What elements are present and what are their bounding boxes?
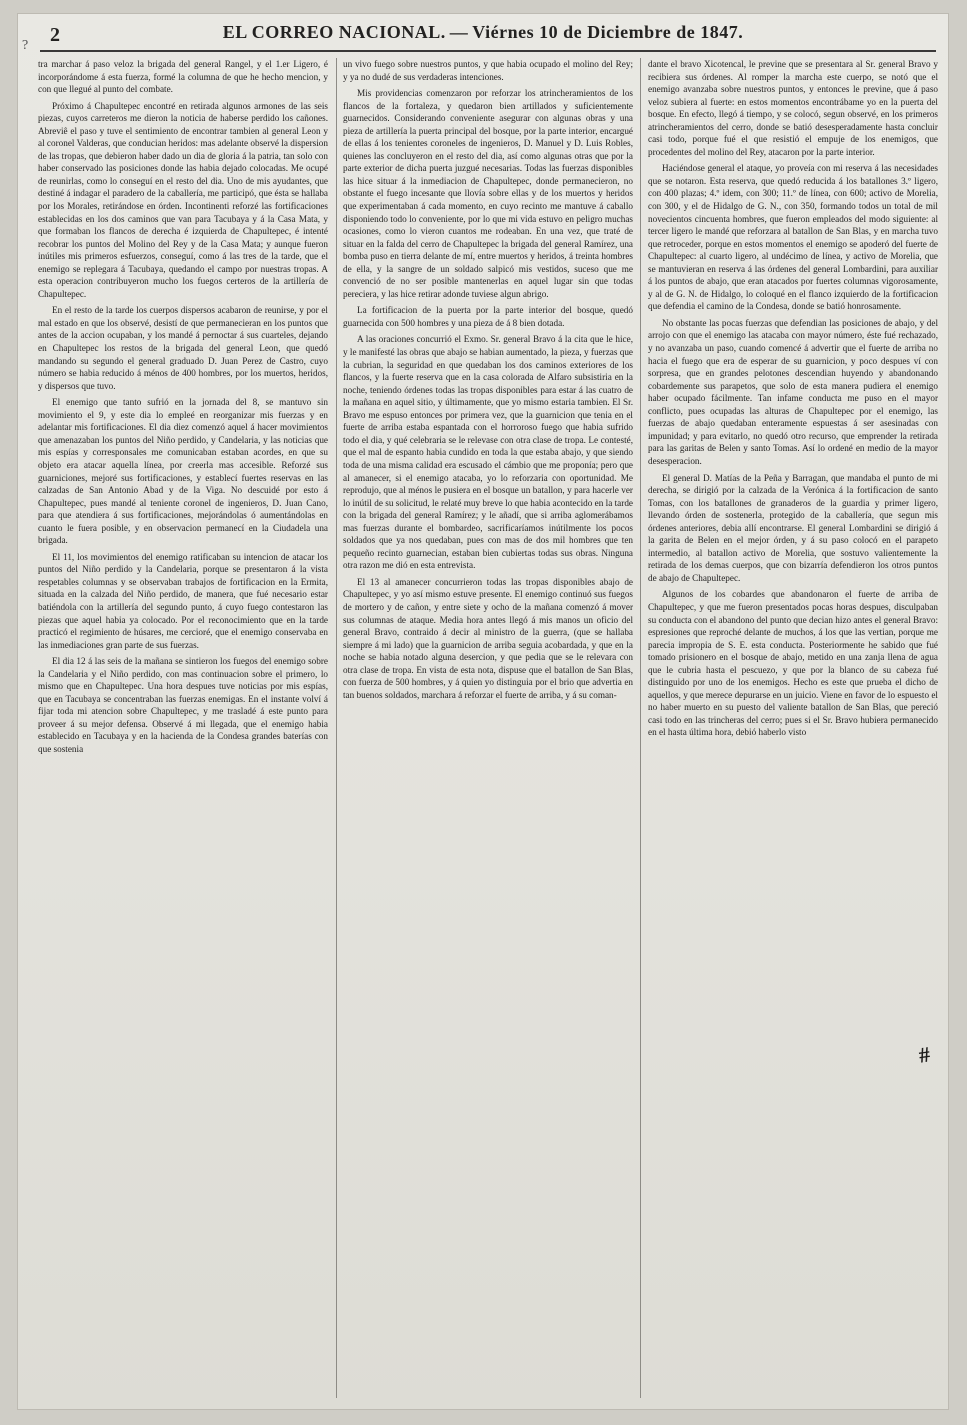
paragraph: tra marchar á paso veloz la brigada del general Rangel, y el 1.er Ligero, é incorporándome á esta fuerza, formé la columna de que he hecho mencion, y con que llegué al punto del combate.: [38, 59, 328, 95]
margin-question-mark: ?: [22, 38, 29, 53]
paragraph: El 13 al amanecer concurrieron todas las tropas disponibles abajo de Chapultepec, y yo así mismo estuve presente. El enemigo continuó sus fuegos de mortero y de cañon, y entre siete y ocho de la mañana comenzó á mover sus columnas de ataque. Media hora antes llegó á mis manos un oficio del general Bravo, contraido á decir al ministro de la guerra, (que se hallaba siempre á mi lado) que la guarnicion de arriba seguia acobardada, y que en la noche se habia notado alguna desercion, y que pedia que se le relevara con otra clase de tropa. En vista de esta nota, dispuse que el batallon de San Blas, con fuerza de 500 hombres, y á quien yo distinguia por el brio que advertia en tan buenos soldados, marchara á reforzar el fuerte de arriba, y á su coman-: [343, 576, 633, 700]
article-columns: [38, 58, 938, 1398]
paragraph: El dia 12 á las seis de la mañana se sintieron los fuegos del enemigo sobre la Candelaria y el Niño perdido, con mas continuacion sobre el primero, lo mismo que en Chapultepec. Una hora despues tuve noticias por mis espías, que en Tacubaya se concentraban las fuerzas enemigas. En el instante volví á fijar toda mi atencion sobre Chapultepec, y me trasladé á este punto para proveer á su mejor defensa. Observé á mi llegada, que el enemigo habia establecido en Tacubaya y en la hacienda de la Condesa grandes baterías con que sostenia: [38, 656, 328, 754]
paragraph: El general D. Matías de la Peña y Barragan, que mandaba el punto de mi derecha, se dirigió por la calzada de la Verónica á la fortificacion de santo Tomas, con los batallones de granaderos de la guardia y primer ligero, llevando órden de sostenerla, protegido de la caballería, que segun mis órdenes anteriores, debia allí encontrarse. El general Lombardini se dirigió á la garita de Belen en el mejor órden, y á su paso colocó en el parapeto intermedio, al batallon activo de Morelia, que sostuvo valientemente la retirada de los demas cuerpos, que con bizarría defendieron los otros puntos de abajo de Chapultepec.: [648, 472, 938, 583]
paragraph: Algunos de los cobardes que abandonaron el fuerte de arriba de Chapultepec, y que me fueron presentados pocas horas despues, disculpaban su conducta con el abandono del punto que decian hizo antes el general Bravo: espresiones que reproché delante de muchos, á los que las vertian, porque me parecia impropia de S. E. esta conducta. Posteriormente he sabido que fué tomado prisionero en el bosque de abajo, metido en una zanja llena de agua que le cubria hasta el pescuezo, y que por la blanco de su cabeza fué distinguido por uno de los enemigos. Hecho es este que prueba el dicho de aquellos, y que merece depurarse en un juicio. Viene en favor de lo espuesto el no haber muerto en su puesto del valiente batallon de San Blas, que pereció casi todo en las trincheras del cerro; pues si el Sr. Bravo hubiera permanecido en el hasta última hora, debió haberlo visto: [648, 589, 938, 738]
masthead-separator: —: [449, 22, 469, 42]
page-number: 2: [50, 24, 60, 46]
paragraph: A las oraciones concurrió el Exmo. Sr. general Bravo á la cita que le hice, y le manifesté las obras que abajo se habian aumentado, la pieza, y fuerzas que la cubrian, la seguridad en que quedaban los dos caminos exteriores de los flancos, y la fuerte reserva que en la casa colorada de Alfaro subsistiria en la noche, teniendo órdenes todas las tropas disponibles para estar á las cuatro de la mañana en aquel sitio, y últimamente, que yo mismo estaria tambien. El Sr. Bravo me espuso entonces por primera vez, que la guarnicion que tenia en el fuerte de arriba estaba espantada con el horroroso fuego que habia sufrido todo el dia, y qué celebraria se le relevase con otra clase de tropa. Le contesté, que el mal de espanto habia cundido en toda la que estaba abajo, y que siendo toda de una misma calidad era escusado el cámbio que me proponía; pero que al amanecer, si el enemigo atacaba, yo lo reforzaria con oportunidad. Me reprodujo, que al ménos le pusiera en el bosque un batallon, y para hacerle ver lo inútil de su solicitud, le relaté muy breve lo que habia acontecido en la tarde con la brigada del general Ramírez; y le añadí, que si arriba aglomerábamos mas fuerzas durante el bombardeo, sacrificaríamos inútilmente los pocos soldados que ya nos quedaban, pues con mas de dos mil hombres que ten pequeño recinto guarnecian, estaban bien cubiertas todas sus obras. Ninguna otra razon me dió en esta entrevista.: [343, 334, 633, 571]
paragraph: un vivo fuego sobre nuestros puntos, y que habia ocupado el molino del Rey; y ya no dudé de sus verdaderas intenciones.: [343, 59, 633, 82]
newspaper-page: [18, 14, 948, 1409]
masthead-rule: [40, 50, 936, 52]
paragraph: No obstante las pocas fuerzas que defendian las posiciones de abajo, y del arrojo con que el enemigo las atacaba con mayor número, éste fué rechazado, y no avanzaba un paso, cuando comencé á advertir que el fuerte de arriba no hacia el fuego que era de esperar de su guarnicion, y poco despues ví con sorpresa, que en grandes pelotones descendian huyendo y abandonando cobardemente sus parapetos, que solo de esta manera pudiera el enemigo haber ocupado fácilmente. Tan infame conducta me puso en el mayor conflicto, pues ocupadas las alturas de Chapultepec por el enemigo, las fuerzas de abajo quedaban enteramente espuestas á ser asesinadas con impunidad; y para evitarlo, no quedó otro recurso, que emprender la retirada para las garitas de Belen y santo Tomas. Así lo ordené en medio de la mayor desesperacion.: [648, 317, 938, 466]
paragraph: dante el bravo Xicotencal, le previne que se presentara al Sr. general Bravo y recibiera sus órdenes. Al romper la marcha este cuerpo, se notó que el enemigo avanzaba sobre nuestros puntos, y entonces le previne, que á paso veloz subiera al fuerte: en estos momentos encontrábame yo en la puerta del bosque. En efecto, llegó á tiempo, y se colocó, segun observé, en los primeros atrincheramientos del cerro, donde se batió desesperadamente hasta concluir casi todo, porque fué el que resistió el empuje de los enemigos, que procedentes del molino del Rey, atacaron por la parte interior.: [648, 59, 938, 157]
paragraph: El 11, los movimientos del enemigo ratificaban su intencion de atacar los puntos del Niño perdido y la Candelaria, porque se presentaron á la vista respetables columnas y se observaban trabajos de fortificacion en la Ermita, situada en la calzada del Niño perdido, de manera, que fué necesario estar batiéndola con la artillería del segundo punto, á cuyo fuego contestaron las piezas que aquel habia ya colocado. Por el reconocimiento que en la tarde practicó el regimiento de húsares, me cercioré, que el enemigo conservaba en las inmediaciones gran parte de sus fuerzas.: [38, 551, 328, 650]
paragraph: La fortificacion de la puerta por la parte interior del bosque, quedó guarnecida con 500 hombres y una pieza de á 8 bien dotada.: [343, 305, 633, 328]
paragraph: Mis providencias comenzaron por reforzar los atrincheramientos de los flancos de la fortaleza, y quedaron bien artillados y suficientemente guarnecidos. Considerando conveniente asegurar con algunas obras y una pieza de artillería la puerta principal del bosque, por la parte interior, encargué de ellas á los tenientes coroneles de ingenieros, D. Manuel y D. Luis Robles, quienes las concluyeron en el resto del dia, así como algunas otras que por la parte exterior de dicha puerta juzgué necesarias. Todas las fuerzas disponibles las hice situar á la inmediacion de Chapultepec, donde permanecieron, no obstante el fuego incesante que llovía sobre ellas y de los muertos y heridos que experimentaban á cada momento, en cuyo recinto me mantuve á caballo disponiendo todo lo conveniente, por lo que mi vida estuvo en peligro muchas ocasiones, como lo vieron cuantos me rodeaban. En una vez, que traté de situar en la falda del cerro de Chapultepec la brigada del general Ramírez, una bomba puso en tierra delante de mí, entre muertos y heridos, á treinta hombres de ella, y la sangre de un soldado salpicó mis vestidos, suceso que me convenció de no ser posible mantenerlas en aquel lugar sin que todas pereciera, y las hice retirar adonde tuviese algun abrigo.: [343, 88, 633, 299]
issue-date: Viérnes 10 de Diciembre de 1847.: [472, 22, 744, 42]
column-3: [648, 58, 938, 1398]
newspaper-name: EL CORREO NACIONAL.: [222, 22, 446, 42]
column-divider: [336, 58, 337, 1398]
column-divider: [640, 58, 641, 1398]
paragraph: Haciéndose general el ataque, yo proveía con mi reserva á las necesidades que se notaron. Esta reserva, que quedó reducida á los batallones 3.º ligero, con 400 plazas; 4.º idem, con 300; 11.º de línea, con 600; activo de Morelia, con 300, y el de Hidalgo de G. N., con 350, formando todos un total de mil novecientos cincuenta hombres, que fueron empleados del modo siguiente: al tercer ligero le mandé que reforzara al batallon de San Blas, y en marcha tuvo que retroceder, porque en estos momentos el enemigo se apoderó del fuerte de Chapultepec: al cuarto ligero, al undécimo de línea, y activo de Morelia, que se mantuvieran en reserva á las órdenes del general Lombardini, para auxiliar á los puntos de abajo, que eran atacados por fuertes columnas vigorosamente, y al de G. N. de Hidalgo, lo coloqué en el flanco izquierdo de la fortificacion que defendia el camino de la Condesa, donde se batió honrosamente.: [648, 163, 938, 312]
handwritten-hash-mark: #: [917, 1041, 932, 1068]
paragraph: Próximo á Chapultepec encontré en retirada algunos armones de las seis piezas, cuyos carreteros me dieron la noticia de haberse perdido los cañones. Abreviê el paso y tuve el sentimiento de encontrar tambien al general Leon y al coronel Valderas, que conducian heridos: mas adelante observé la dispersion de las tropas, que debieron haber dado un dia de gloria á la patria, tan solo con haber conservado las posiciones donde las habia dejado colocadas. Me ocupé de reunirlas, como lo conseguí en el resto del dia. Uno de mis ayudantes, que destiné á indagar el paradero de la caballería, me participó, que ésta se hallaba por los Morales, retirándose en órden. Incontinenti reforzé las fortificaciones establecidas en los dos caminos que van para Tacubaya y á la Casa Mata, y que formaban los flancos de derecha é izquierda de Chapultepec, é intenté recobrar los puntos del Molino del Rey y de la Casa Mata; y aunque fueron inútiles mis primeros esfuerzos, conseguí, como á las tres de la tarde, que el enemigo se replegara á Tacubaya, quedando el campo por nuestras tropas. A esta operacion contribuyeron mucho los fuegos certeros de la artillería de Chapultepec.: [38, 100, 328, 299]
column-2: [343, 58, 633, 1398]
paragraph: En el resto de la tarde los cuerpos dispersos acabaron de reunirse, y por el mal estado en que los observé, desistí de que permanecieran en los puntos que antes de la accion ocupaban, y los mandé á pernoctar á sus cuarteles, dejando en Chapultepec los restos de la brigada del general Leon, que quedó mandando su segundo el general graduado D. Juan Perez de Castro, cuyo número se habia reducido á ménos de 400 hombres, por los muertos, heridos, y dispersos que tuvo.: [38, 305, 328, 391]
masthead: [18, 18, 948, 48]
column-1: [38, 58, 328, 1398]
paragraph: El enemigo que tanto sufrió en la jornada del 8, se mantuvo sin movimiento el 9, y este dia lo empleé en reorganizar mis fuerzas y en adelantar mis fortificaciones. El dia diez comenzó aquel á hacer movimientos que amenazaban los puntos del Niño perdido, y Candelaria, y las noticias que mis espías y corresponsales me comunicaban estaban acordes, en que su objeto era atacar aquella línea, por creerla mas accesible. Reforzé sus guarniciones, mejoré sus fortificaciones, y establecí fuertes reservas en las calzadas de San Antonio Abad y de la Viga. No descuidé por esto á Chapultepec, pues mandé al teniente coronel de ingenieros, D. Juan Cano, para que atendiera á sus fortificaciones, mejorándolas ó aumentándolas en cuanto le fuera posible, y en observacion permanecí en la Ciudadela una brigada.: [38, 397, 328, 546]
masthead-title: [18, 22, 948, 43]
